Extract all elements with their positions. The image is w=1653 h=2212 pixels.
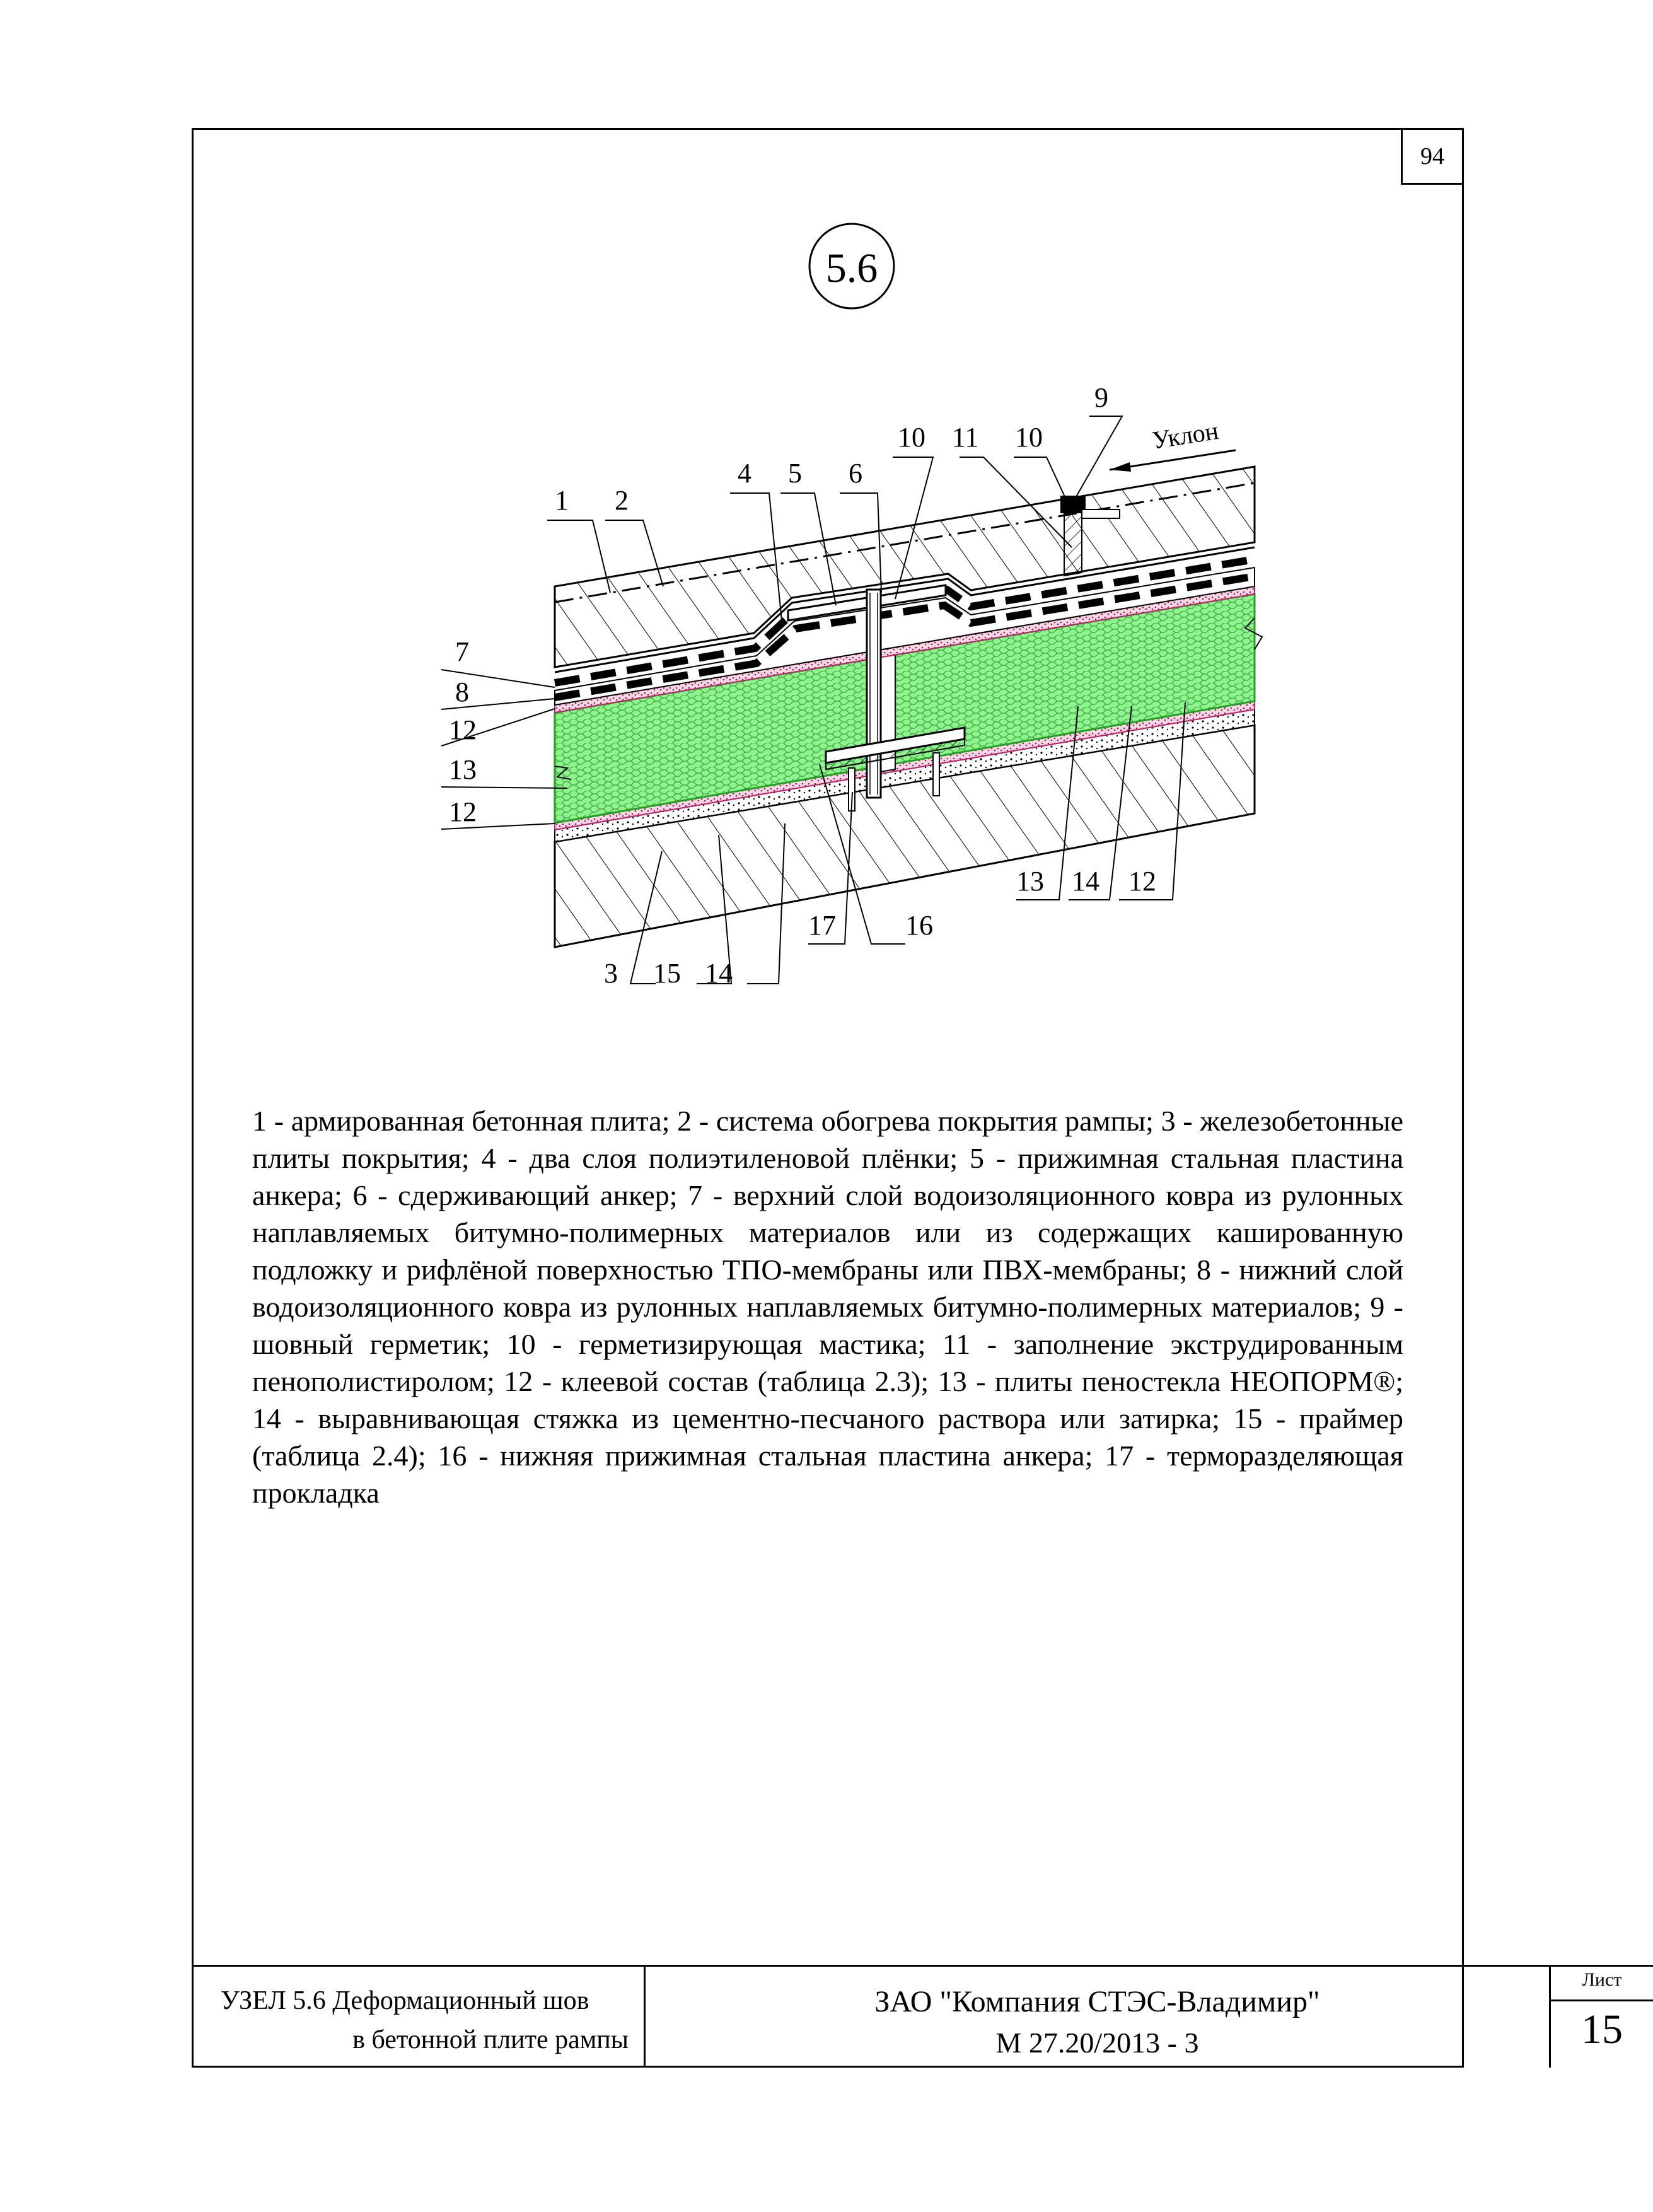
- detail-marker-label: 5.6: [825, 245, 878, 291]
- callout-17: 17: [808, 910, 836, 941]
- callout-13: 13: [449, 754, 477, 785]
- callout-6: 6: [849, 458, 862, 489]
- legend-text: 1 - армированная бетонная плита; 2 - система обогрева покрытия рампы; 3 - железобетонные плиты покрытия; 4 - два слоя полиэтиленовой плёнки; 5 - прижимная стальная пластина анкера; 6 - сдерживающий анкер; 7 - верхний слой водоизоляционного ковра из рулонных наплавляемых битумно-полимерных материалов или из содержащих кашированную подложку и рифлёной поверхностью ТПО-мембраны или ПВХ-мембраны; 8 - нижний слой водоизоляционного ковра из рулонных наплавляемых битумно-полимерных материалов; 9 - шовный герметик; 10 - герметизирующая мастика; 11 - заполнение экструдированным пенополистиролом; 12 - клеевой состав (таблица 2.3); 13 - плиты пеностекла НЕОПОРМ®; 14 - выравнивающая стяжка из цементно-песчаного раствора или затирка; 15 - праймер (таблица 2.4); 16 - нижняя прижимная стальная пластина анкера; 17 - терморазделяющая прокладка: [252, 1105, 1403, 1509]
- callout-12-right: 12: [1128, 866, 1156, 897]
- title-block-sheet-cell: [1551, 1965, 1653, 2068]
- drawing-title-line2: в бетонной плите рампы: [352, 2025, 629, 2054]
- anchor-rod: [867, 590, 881, 798]
- title-block-name-cell: [192, 1965, 646, 2068]
- dowel-right: [933, 753, 939, 796]
- sheet-number: 94: [1401, 128, 1464, 185]
- callout-4: 4: [738, 458, 751, 489]
- callout-13-right: 13: [1016, 866, 1044, 897]
- callout-11: 11: [952, 422, 979, 453]
- callout-8: 8: [455, 677, 469, 707]
- sheet-value: 15: [1581, 2006, 1623, 2052]
- slope-label: Уклон: [1150, 416, 1221, 455]
- callout-12-lower: 12: [449, 796, 477, 827]
- callout-12-upper: 12: [449, 714, 477, 745]
- organization-name: ЗАО "Компания СТЭС-Владимир": [874, 1985, 1320, 2018]
- callout-7: 7: [455, 636, 469, 667]
- callout-3: 3: [604, 958, 618, 989]
- joint-mastic: [1082, 509, 1120, 518]
- slope-arrow-head: [1110, 462, 1131, 472]
- document-code: М 27.20/2013 - 3: [995, 2027, 1199, 2059]
- drawing-title-line1: УЗЕЛ 5.6 Деформационный шов: [221, 1986, 589, 2015]
- callout-1: 1: [555, 485, 569, 516]
- sheet-label: Лист: [1551, 1969, 1653, 2001]
- callout-16: 16: [905, 910, 933, 941]
- callout-2: 2: [615, 485, 629, 516]
- callout-10-right: 10: [1015, 422, 1043, 453]
- callout-14: 14: [705, 958, 733, 989]
- callout-5: 5: [788, 458, 802, 489]
- joint-filler-eps: [1064, 511, 1082, 576]
- legend: [252, 1102, 1403, 1511]
- callout-15: 15: [653, 958, 681, 989]
- title-block: [192, 1965, 1623, 2068]
- callout-10: 10: [898, 422, 925, 453]
- callout-14-right: 14: [1072, 866, 1099, 897]
- title-block-org-cell: [646, 1965, 1551, 2068]
- callout-9: 9: [1094, 382, 1108, 413]
